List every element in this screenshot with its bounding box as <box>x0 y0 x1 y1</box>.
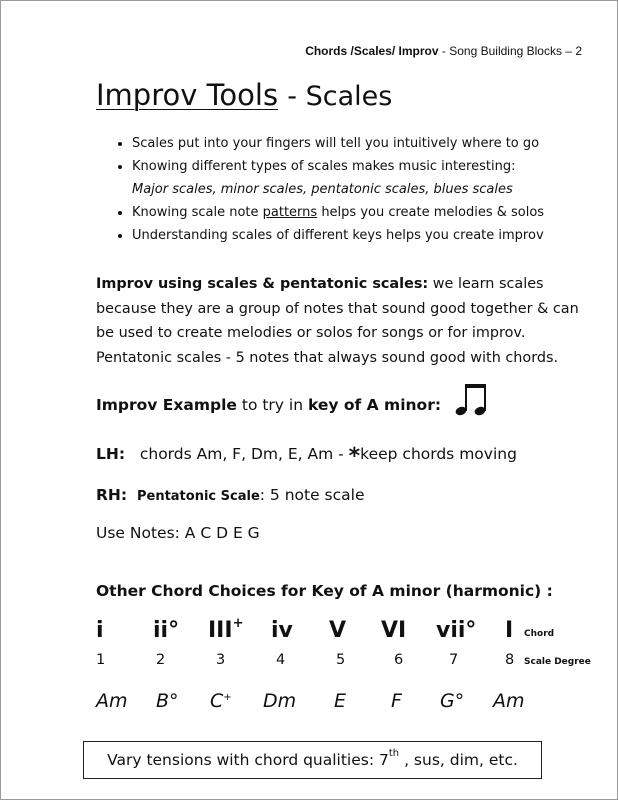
other-chords-heading: Other Chord Choices for Key of A minor (harmonic) : <box>96 582 553 600</box>
degree-6: 6 <box>394 652 404 668</box>
bullet-text: helps you create melodies & solos <box>317 205 545 220</box>
bullet-text: Scales put into your fingers will tell you intuitively where to go <box>132 136 540 151</box>
bullet-underlined: patterns <box>262 205 318 220</box>
title-main: Improv Tools <box>96 78 279 112</box>
chord-e: E <box>334 690 347 712</box>
rh-label: RH: <box>96 486 128 504</box>
chord-am: Am <box>96 690 128 712</box>
degree-4: 4 <box>276 652 286 668</box>
chord-dm: Dm <box>263 690 297 712</box>
numeral-i-upper: I <box>505 618 514 643</box>
numeral-ii: ii° <box>153 618 180 643</box>
header-rest: - Song Building Blocks – 2 <box>438 44 582 58</box>
scales-paragraph <box>96 272 586 370</box>
numeral-v: V <box>329 618 347 643</box>
page-header <box>305 44 582 58</box>
lh-dash: - <box>333 445 349 463</box>
chord-f: F <box>391 690 402 712</box>
header-bold: Chords /Scales/ Improv <box>305 44 439 58</box>
box-text: Vary tensions with chord qualities: 7 <box>107 751 389 769</box>
numeral-iii <box>208 618 243 643</box>
chord-bdim: B° <box>156 690 179 712</box>
degree-2: 2 <box>156 652 166 668</box>
lh-chords: chords Am, F, Dm, E, Am <box>139 445 334 463</box>
example-key: key of A minor: <box>307 396 442 414</box>
degree-3: 3 <box>216 652 226 668</box>
example-bold: Improv Example <box>96 396 237 414</box>
rh-scale-label: Pentatonic Scale <box>136 489 260 504</box>
left-hand-line <box>96 444 517 469</box>
lh-note: keep chords moving <box>360 445 517 463</box>
degree-5: 5 <box>336 652 346 668</box>
bullet-list <box>96 132 612 247</box>
numeral-iii-text: III <box>208 618 233 643</box>
chord-caug-sup: + <box>223 692 232 703</box>
chord-am-octave: Am <box>493 690 525 712</box>
tension-box <box>83 741 542 779</box>
use-notes: Use Notes: A C D E G <box>96 524 260 542</box>
chord-row-label: Chord <box>524 629 555 639</box>
degree-7: 7 <box>449 652 459 668</box>
right-hand-line <box>96 486 365 504</box>
numeral-iv: iv <box>271 618 293 643</box>
lh-star: * <box>348 444 361 469</box>
paragraph-bold: Improv using scales & pentatonic scales: <box>96 276 429 292</box>
chord-gdim: G° <box>440 690 465 712</box>
list-item <box>132 224 612 247</box>
degree-8: 8 <box>505 652 515 668</box>
degree-row-label: Scale Degree <box>524 657 591 667</box>
example-mid: to try in <box>236 396 308 414</box>
numeral-vii: vii° <box>436 618 477 643</box>
lh-label: LH: <box>96 445 126 463</box>
example-heading <box>96 396 441 414</box>
bullet-text: Understanding scales of different keys helps you create improv <box>132 228 544 243</box>
list-item <box>132 201 612 224</box>
eighth-notes-icon <box>454 380 488 418</box>
bullet-text: Knowing different types of scales makes music interesting: <box>132 159 516 174</box>
list-item <box>132 155 612 201</box>
paragraph-text: we learn scales because they are a group of notes that sound good together & can be used to create melodies or solos for songs or for improv. Pentatonic scales - 5 notes that always sound good with chords. <box>96 276 579 366</box>
box-sup: th <box>388 748 400 759</box>
page-title <box>96 78 392 112</box>
box-text-end: , sus, dim, etc. <box>399 751 518 769</box>
numeral-i: i <box>96 618 104 643</box>
chord-caug <box>210 690 232 712</box>
list-item <box>132 132 612 155</box>
bullet-subtext: Major scales, minor scales, pentatonic scales, blues scales <box>132 182 513 197</box>
numeral-vi: VI <box>381 618 407 643</box>
title-sub: - Scales <box>287 81 393 112</box>
chord-caug-text: C <box>210 690 224 712</box>
numeral-iii-sup: + <box>232 616 244 631</box>
rh-rest: : 5 note scale <box>259 486 365 504</box>
degree-1: 1 <box>96 652 106 668</box>
bullet-text: Knowing scale note <box>132 205 263 220</box>
